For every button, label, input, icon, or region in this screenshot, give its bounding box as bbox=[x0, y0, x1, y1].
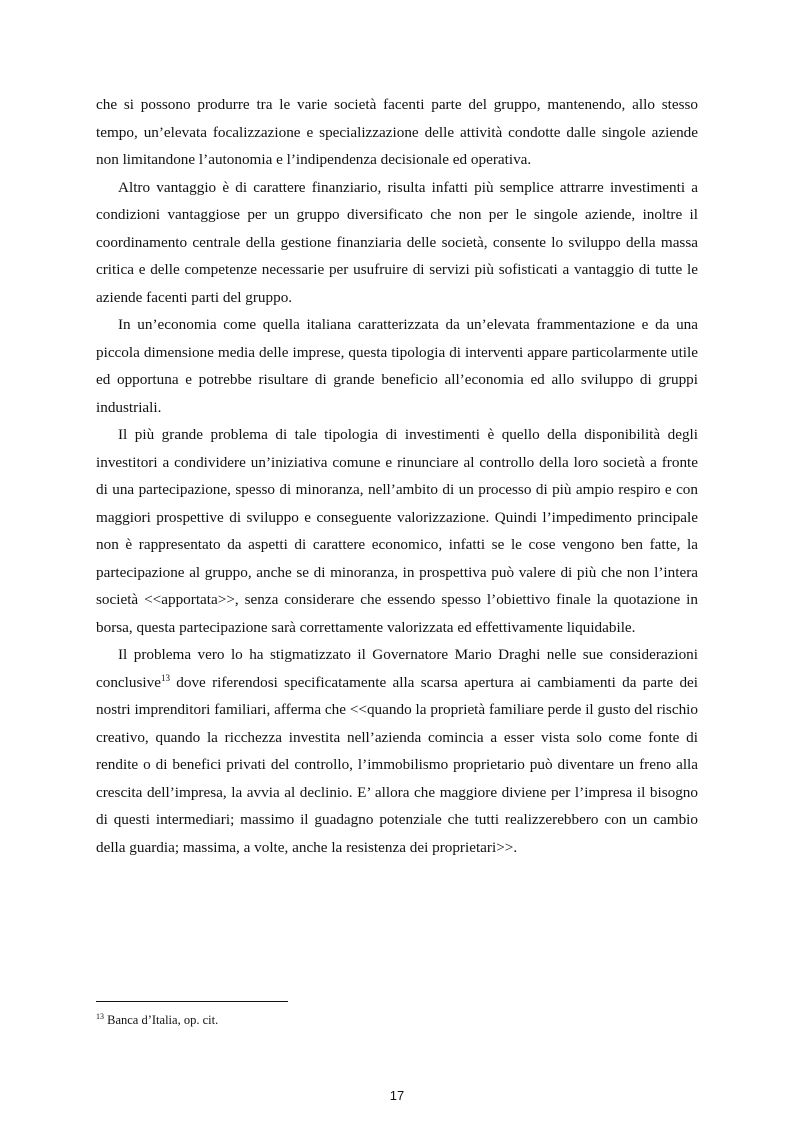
footnote-marker: 13 bbox=[96, 1012, 104, 1021]
page-number: 17 bbox=[389, 1088, 405, 1103]
paragraph-2: Altro vantaggio è di carattere finanziario, risulta infatti più semplice attrarre investimenti a condizioni vantaggiose per un gruppo diversificato che non per le singole aziende, inoltre il coordinamento centrale della gestione finanziaria delle società, consente lo sviluppo della massa critica e delle competenze necessarie per usufruire di servizi più sofisticati a vantaggio di tutte le aziende facenti parti del gruppo. bbox=[96, 178, 698, 306]
footnote bbox=[96, 1012, 218, 1028]
paragraph-1: che si possono produrre tra le varie società facenti parte del gruppo, mantenendo, allo stesso tempo, un’elevata focalizzazione e specializzazione delle attività condotte dalle singole aziende non limitandone l’autonomia e l’indipendenza decisionale ed operativa. bbox=[96, 96, 698, 168]
paragraph-4: Il più grande problema di tale tipologia di investimenti è quello della disponibilità degli investitori a condividere un’iniziativa comune e rinunciare al controllo della loro società a fronte di una partecipazione, spesso di minoranza, nell’ambito di un processo di più ampio respiro e con maggiori prospettive di sviluppo e conseguente valorizzazione. Quindi l’impedimento principale non è rappresentato da aspetti di carattere economico, infatti se le cose vengono ben fatte, la partecipazione al gruppo, anche se di minoranza, in prospettiva può valere di più che non l’intera società <<apportata>>, senza considerare che essendo spesso l’obiettivo finale la quotazione in borsa, questa partecipazione sarà correttamente valorizzata ed effettivamente liquidabile. bbox=[96, 426, 698, 636]
footnote-text: Banca d’Italia, op. cit. bbox=[104, 1013, 219, 1027]
paragraph-3: In un’economia come quella italiana caratterizzata da un’elevata frammentazione e da una piccola dimensione media delle imprese, questa tipologia di interventi appare particolarmente utile ed opportuna e potrebbe risultare di grande beneficio all’economia ed allo sviluppo di gruppi industriali. bbox=[96, 316, 698, 416]
footnote-separator bbox=[96, 1001, 288, 1002]
paragraph-5-rest: dove riferendosi specificatamente alla scarsa apertura ai cambiamenti da parte dei nostri imprenditori familiari, afferma che <<quando la proprietà familiare perde il gusto del rischio creativo, quando la ricchezza investita nell’azienda comincia a esser vista solo come fonte di rendite o di benefici privati del controllo, l’immobilismo proprietario può diventare un freno alla crescita dell’impresa, la avvia al declinio. E’ allora che maggiore diviene per l’impresa il bisogno di questi intermediari; massimo il guadagno potenziale che tutti realizzerebbero con un cambio della guardia; massima, a volte, anche la resistenza dei proprietari>>. bbox=[96, 673, 698, 856]
footnote-reference: 13 bbox=[160, 672, 170, 683]
body-text bbox=[96, 91, 698, 861]
paragraph-5-start: Il problema vero lo ha stigmatizzato il Governatore Mario Draghi nelle sue considerazioni conclusive bbox=[96, 646, 698, 691]
paragraph-5 bbox=[96, 641, 698, 861]
